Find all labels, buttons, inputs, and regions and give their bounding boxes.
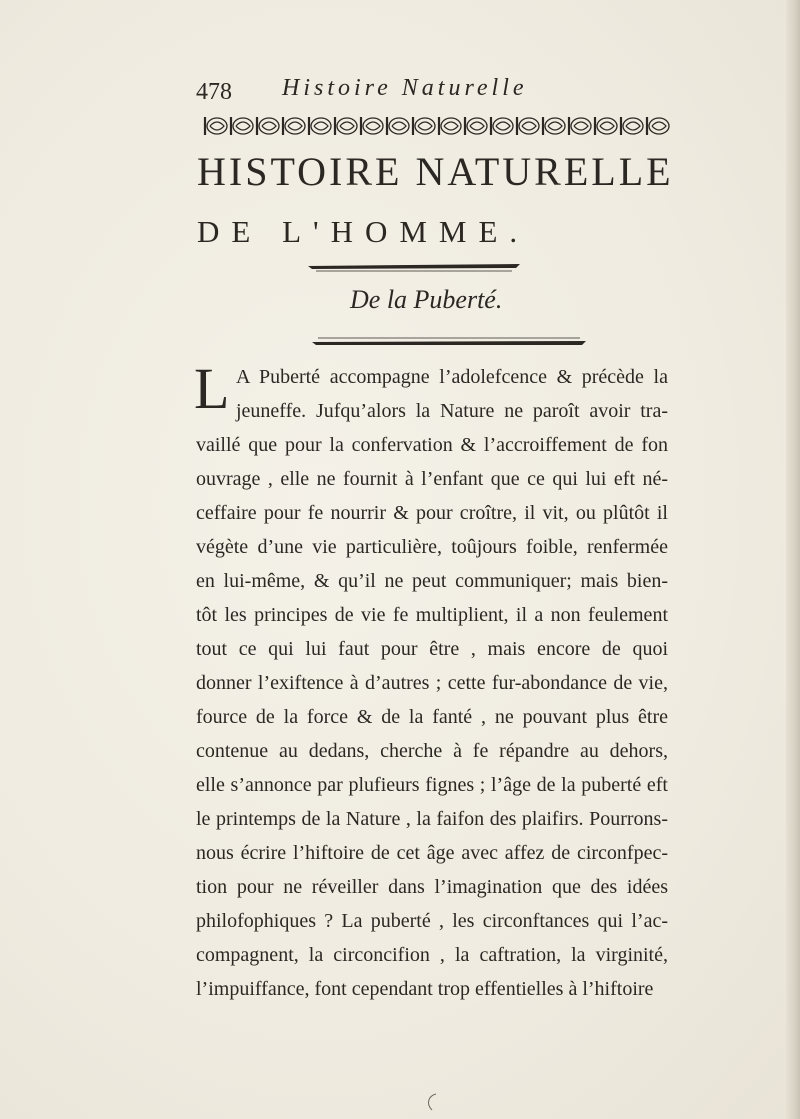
ornament-leaf — [626, 122, 640, 130]
ornament-band — [200, 114, 676, 138]
page-number: 478 — [196, 79, 232, 105]
section-heading: De la Puberté. — [350, 285, 503, 314]
text-line: nous écrire l’hiftoire de cet âge avec affez de circonfpec- — [196, 842, 668, 864]
subtitle: DE L'HOMME. — [197, 214, 530, 249]
ornament-leaf — [600, 122, 614, 130]
ornament-leaf — [366, 122, 380, 130]
text-line: l’impuiffance, font cependant trop effentielles à l’hiftoire — [196, 978, 654, 1000]
ornament-leaf — [418, 122, 432, 130]
text-line: tion pour ne réveiller dans l’imagination que des idées — [196, 876, 668, 898]
ornament-leaf — [392, 122, 406, 130]
ornament-leaf — [262, 122, 276, 130]
text-line: végète d’une vie particulière, toûjours foible, renfermée — [196, 536, 668, 558]
ornament-leaf — [314, 122, 328, 130]
text-line: A Puberté accompagne l’adolefcence & précède la — [236, 366, 668, 388]
text-line: le printemps de la Nature , la faifon des plaifirs. Pourrons- — [196, 808, 668, 830]
text-line: tout ce qui lui faut pour être , mais encore de quoi — [196, 638, 668, 660]
running-head — [196, 70, 636, 106]
text-line: en lui-même, & qu’il ne peut communiquer; mais bien- — [196, 570, 668, 592]
text-line: ouvrage , elle ne fournit à l’enfant que ce qui lui eft né- — [196, 468, 668, 490]
text-line: philofophiques ? La puberté , les circonftances qui l’ac- — [196, 910, 668, 932]
page-edge — [786, 0, 800, 1119]
ornament-leaf — [236, 122, 250, 130]
text-line: vaillé que pour la confervation & l’accroiffement de fon — [196, 434, 668, 456]
text-line: jeuneffe. Jufqu’alors la Nature ne paroît avoir tra- — [236, 400, 668, 422]
text-line: contenue au dedans, cherche à fe répandre au dehors, — [196, 740, 668, 762]
ornament-leaf — [470, 122, 484, 130]
ornament-leaf — [522, 122, 536, 130]
page-mark — [422, 1090, 442, 1114]
text-line: fource de la force & de la fanté , ne pouvant plus être — [196, 706, 668, 728]
text-line: donner l’exiftence à d’autres ; cette fur-abondance de vie, — [196, 672, 668, 694]
text-line: ceffaire pour fe nourrir & pour croître, il vit, ou plûtôt il — [196, 502, 668, 524]
ornament-leaf — [210, 122, 224, 130]
text-lines — [194, 356, 668, 1006]
drop-cap: L — [194, 356, 230, 421]
rule-bottom — [310, 336, 588, 346]
running-head-title: Histoire Naturelle — [282, 75, 528, 101]
ornament-leaf — [574, 122, 588, 130]
text-line: elle s’annonce par plufieurs fignes ; l’âge de la puberté eft — [196, 774, 668, 796]
ornament-leaf — [340, 122, 354, 130]
ornament-leaf — [496, 122, 510, 130]
text-line: compagnent, la circoncifion , la caftration, la virginité, — [196, 944, 668, 966]
ornament-leaf — [288, 122, 302, 130]
ornament-leaf — [444, 122, 458, 130]
ornament-leaf — [548, 122, 562, 130]
main-title: HISTOIRE NATURELLE — [197, 149, 674, 194]
text-line: tôt les principes de vie fe multiplient, il a non feulement — [196, 604, 668, 626]
ornament-leaf — [652, 122, 666, 130]
body-text — [194, 356, 668, 1006]
rule-top — [306, 262, 522, 272]
